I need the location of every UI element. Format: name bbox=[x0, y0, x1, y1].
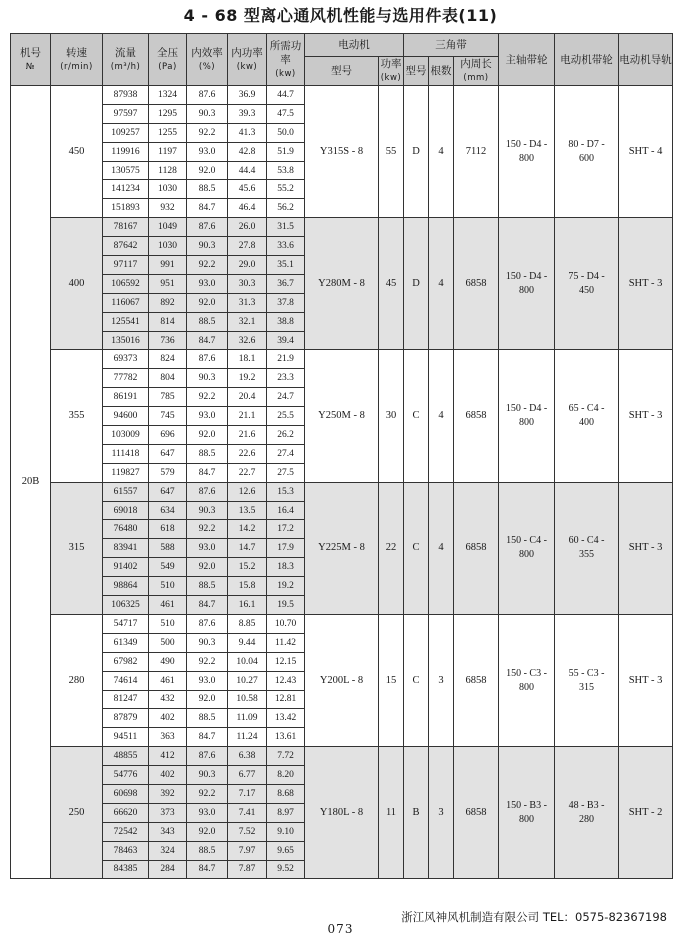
efficiency-cell: 92.2 bbox=[187, 652, 228, 671]
header-flow: 流量 (m³/h) bbox=[103, 34, 149, 86]
flow-cell: 69018 bbox=[103, 501, 149, 520]
speed-cell: 280 bbox=[51, 614, 103, 746]
inner-power-cell: 45.6 bbox=[228, 180, 267, 199]
motor-model-cell: Y225M - 8 bbox=[305, 482, 379, 614]
flow-cell: 111418 bbox=[103, 444, 149, 463]
required-power-cell: 53.8 bbox=[267, 161, 305, 180]
pressure-cell: 490 bbox=[149, 652, 187, 671]
pressure-cell: 510 bbox=[149, 577, 187, 596]
inner-power-cell: 27.8 bbox=[228, 237, 267, 256]
fan-model-cell: 20B bbox=[11, 86, 51, 879]
motor-rail-cell: SHT - 3 bbox=[619, 350, 673, 482]
required-power-cell: 56.2 bbox=[267, 199, 305, 218]
pressure-cell: 892 bbox=[149, 293, 187, 312]
motor-rail-cell: SHT - 3 bbox=[619, 482, 673, 614]
speed-cell: 400 bbox=[51, 218, 103, 350]
belt-count-cell: 4 bbox=[429, 86, 454, 218]
flow-cell: 74614 bbox=[103, 671, 149, 690]
page-number: 073 bbox=[327, 922, 354, 936]
required-power-cell: 9.52 bbox=[267, 860, 305, 879]
required-power-cell: 12.81 bbox=[267, 690, 305, 709]
efficiency-cell: 92.0 bbox=[187, 161, 228, 180]
inner-power-cell: 14.7 bbox=[228, 539, 267, 558]
belt-count-cell: 4 bbox=[429, 350, 454, 482]
required-power-cell: 8.68 bbox=[267, 784, 305, 803]
flow-cell: 106325 bbox=[103, 596, 149, 615]
motor-rail-cell: SHT - 3 bbox=[619, 218, 673, 350]
inner-power-cell: 10.27 bbox=[228, 671, 267, 690]
required-power-cell: 37.8 bbox=[267, 293, 305, 312]
motor-pulley-cell: 55 - C3 - 315 bbox=[555, 614, 619, 746]
inner-power-cell: 31.3 bbox=[228, 293, 267, 312]
required-power-cell: 31.5 bbox=[267, 218, 305, 237]
motor-power-cell: 22 bbox=[379, 482, 404, 614]
inner-power-cell: 32.6 bbox=[228, 331, 267, 350]
motor-power-cell: 15 bbox=[379, 614, 404, 746]
efficiency-cell: 93.0 bbox=[187, 142, 228, 161]
flow-cell: 141234 bbox=[103, 180, 149, 199]
inner-power-cell: 10.04 bbox=[228, 652, 267, 671]
motor-power-cell: 11 bbox=[379, 747, 404, 879]
flow-cell: 61349 bbox=[103, 633, 149, 652]
pressure-cell: 1128 bbox=[149, 161, 187, 180]
efficiency-cell: 92.2 bbox=[187, 520, 228, 539]
pressure-cell: 324 bbox=[149, 841, 187, 860]
speed-cell: 355 bbox=[51, 350, 103, 482]
pressure-cell: 951 bbox=[149, 274, 187, 293]
header-motor-power: 功率 (kw) bbox=[379, 57, 404, 86]
table-row bbox=[11, 350, 673, 369]
required-power-cell: 9.10 bbox=[267, 822, 305, 841]
pressure-cell: 510 bbox=[149, 614, 187, 633]
efficiency-cell: 90.3 bbox=[187, 237, 228, 256]
inner-power-cell: 12.6 bbox=[228, 482, 267, 501]
inner-power-cell: 18.1 bbox=[228, 350, 267, 369]
belt-length-cell: 6858 bbox=[454, 482, 499, 614]
motor-pulley-cell: 65 - C4 - 400 bbox=[555, 350, 619, 482]
required-power-cell: 7.72 bbox=[267, 747, 305, 766]
header-motor: 电动机 bbox=[305, 34, 404, 57]
motor-model-cell: Y280M - 8 bbox=[305, 218, 379, 350]
motor-model-cell: Y180L - 8 bbox=[305, 747, 379, 879]
pressure-cell: 647 bbox=[149, 444, 187, 463]
shaft-pulley-cell: 150 - D4 - 800 bbox=[499, 86, 555, 218]
inner-power-cell: 39.3 bbox=[228, 104, 267, 123]
inner-power-cell: 13.5 bbox=[228, 501, 267, 520]
pressure-cell: 402 bbox=[149, 709, 187, 728]
efficiency-cell: 92.0 bbox=[187, 690, 228, 709]
flow-cell: 130575 bbox=[103, 161, 149, 180]
pressure-cell: 824 bbox=[149, 350, 187, 369]
header-speed: 转速 (r/min) bbox=[51, 34, 103, 86]
company-footer: 浙江风神风机制造有限公司 TEL：0575-82367198 bbox=[401, 910, 667, 924]
pressure-cell: 1324 bbox=[149, 86, 187, 105]
flow-cell: 54776 bbox=[103, 766, 149, 785]
inner-power-cell: 7.97 bbox=[228, 841, 267, 860]
efficiency-cell: 90.3 bbox=[187, 501, 228, 520]
belt-type-cell: D bbox=[404, 86, 429, 218]
flow-cell: 87879 bbox=[103, 709, 149, 728]
pressure-cell: 373 bbox=[149, 803, 187, 822]
motor-model-cell: Y200L - 8 bbox=[305, 614, 379, 746]
motor-rail-cell: SHT - 4 bbox=[619, 86, 673, 218]
efficiency-cell: 87.6 bbox=[187, 218, 228, 237]
efficiency-cell: 87.6 bbox=[187, 747, 228, 766]
belt-length-cell: 6858 bbox=[454, 747, 499, 879]
flow-cell: 135016 bbox=[103, 331, 149, 350]
pressure-cell: 500 bbox=[149, 633, 187, 652]
motor-pulley-cell: 80 - D7 - 600 bbox=[555, 86, 619, 218]
pressure-cell: 284 bbox=[149, 860, 187, 879]
table-row bbox=[11, 747, 673, 766]
motor-power-cell: 45 bbox=[379, 218, 404, 350]
inner-power-cell: 9.44 bbox=[228, 633, 267, 652]
table-row bbox=[11, 86, 673, 105]
flow-cell: 83941 bbox=[103, 539, 149, 558]
flow-cell: 97117 bbox=[103, 256, 149, 275]
required-power-cell: 25.5 bbox=[267, 407, 305, 426]
motor-rail-cell: SHT - 3 bbox=[619, 614, 673, 746]
inner-power-cell: 21.6 bbox=[228, 426, 267, 445]
shaft-pulley-cell: 150 - D4 - 800 bbox=[499, 218, 555, 350]
inner-power-cell: 11.09 bbox=[228, 709, 267, 728]
header-belt-length: 内周长 (mm) bbox=[454, 57, 499, 86]
header-inner-power: 内功率 (kw) bbox=[228, 34, 267, 86]
flow-cell: 66620 bbox=[103, 803, 149, 822]
pressure-cell: 432 bbox=[149, 690, 187, 709]
pressure-cell: 402 bbox=[149, 766, 187, 785]
required-power-cell: 15.3 bbox=[267, 482, 305, 501]
inner-power-cell: 14.2 bbox=[228, 520, 267, 539]
belt-length-cell: 6858 bbox=[454, 614, 499, 746]
motor-pulley-cell: 75 - D4 - 450 bbox=[555, 218, 619, 350]
pressure-cell: 932 bbox=[149, 199, 187, 218]
flow-cell: 61557 bbox=[103, 482, 149, 501]
motor-model-cell: Y315S - 8 bbox=[305, 86, 379, 218]
inner-power-cell: 7.52 bbox=[228, 822, 267, 841]
efficiency-cell: 90.3 bbox=[187, 104, 228, 123]
flow-cell: 87938 bbox=[103, 86, 149, 105]
table-body bbox=[11, 86, 673, 879]
header-model-no: 机号 № bbox=[11, 34, 51, 86]
inner-power-cell: 29.0 bbox=[228, 256, 267, 275]
efficiency-cell: 92.0 bbox=[187, 558, 228, 577]
table-row bbox=[11, 218, 673, 237]
required-power-cell: 27.5 bbox=[267, 463, 305, 482]
flow-cell: 69373 bbox=[103, 350, 149, 369]
shaft-pulley-cell: 150 - C4 - 800 bbox=[499, 482, 555, 614]
motor-rail-cell: SHT - 2 bbox=[619, 747, 673, 879]
speed-cell: 315 bbox=[51, 482, 103, 614]
header-required-power: 所需功率 (kw) bbox=[267, 34, 305, 86]
flow-cell: 87642 bbox=[103, 237, 149, 256]
header-motor-rail: 电动机导轨 bbox=[619, 34, 673, 86]
header-row-1 bbox=[11, 34, 673, 57]
flow-cell: 76480 bbox=[103, 520, 149, 539]
efficiency-cell: 84.7 bbox=[187, 860, 228, 879]
required-power-cell: 10.70 bbox=[267, 614, 305, 633]
efficiency-cell: 87.6 bbox=[187, 86, 228, 105]
inner-power-cell: 19.2 bbox=[228, 369, 267, 388]
belt-count-cell: 3 bbox=[429, 747, 454, 879]
efficiency-cell: 84.7 bbox=[187, 596, 228, 615]
required-power-cell: 33.6 bbox=[267, 237, 305, 256]
shaft-pulley-cell: 150 - C3 - 800 bbox=[499, 614, 555, 746]
motor-power-cell: 55 bbox=[379, 86, 404, 218]
belt-count-cell: 4 bbox=[429, 218, 454, 350]
required-power-cell: 47.5 bbox=[267, 104, 305, 123]
efficiency-cell: 90.3 bbox=[187, 369, 228, 388]
flow-cell: 97597 bbox=[103, 104, 149, 123]
inner-power-cell: 30.3 bbox=[228, 274, 267, 293]
pressure-cell: 745 bbox=[149, 407, 187, 426]
efficiency-cell: 84.7 bbox=[187, 331, 228, 350]
efficiency-cell: 88.5 bbox=[187, 444, 228, 463]
pressure-cell: 461 bbox=[149, 671, 187, 690]
flow-cell: 81247 bbox=[103, 690, 149, 709]
required-power-cell: 11.42 bbox=[267, 633, 305, 652]
belt-length-cell: 6858 bbox=[454, 218, 499, 350]
flow-cell: 77782 bbox=[103, 369, 149, 388]
required-power-cell: 12.15 bbox=[267, 652, 305, 671]
required-power-cell: 50.0 bbox=[267, 123, 305, 142]
efficiency-cell: 92.2 bbox=[187, 256, 228, 275]
pressure-cell: 392 bbox=[149, 784, 187, 803]
belt-length-cell: 7112 bbox=[454, 86, 499, 218]
pressure-cell: 579 bbox=[149, 463, 187, 482]
inner-power-cell: 21.1 bbox=[228, 407, 267, 426]
required-power-cell: 12.43 bbox=[267, 671, 305, 690]
header-belt-type: 型号 bbox=[404, 57, 429, 86]
inner-power-cell: 7.41 bbox=[228, 803, 267, 822]
pressure-cell: 1197 bbox=[149, 142, 187, 161]
shaft-pulley-cell: 150 - D4 - 800 bbox=[499, 350, 555, 482]
efficiency-cell: 90.3 bbox=[187, 633, 228, 652]
pressure-cell: 363 bbox=[149, 728, 187, 747]
flow-cell: 91402 bbox=[103, 558, 149, 577]
required-power-cell: 17.9 bbox=[267, 539, 305, 558]
header-efficiency: 内效率 (%) bbox=[187, 34, 228, 86]
inner-power-cell: 22.6 bbox=[228, 444, 267, 463]
pressure-cell: 736 bbox=[149, 331, 187, 350]
efficiency-cell: 92.2 bbox=[187, 388, 228, 407]
efficiency-cell: 92.0 bbox=[187, 293, 228, 312]
belt-type-cell: C bbox=[404, 614, 429, 746]
motor-model-cell: Y250M - 8 bbox=[305, 350, 379, 482]
flow-cell: 119827 bbox=[103, 463, 149, 482]
header-motor-pulley: 电动机带轮 bbox=[555, 34, 619, 86]
belt-type-cell: B bbox=[404, 747, 429, 879]
efficiency-cell: 88.5 bbox=[187, 709, 228, 728]
required-power-cell: 13.61 bbox=[267, 728, 305, 747]
belt-type-cell: C bbox=[404, 350, 429, 482]
efficiency-cell: 90.3 bbox=[187, 766, 228, 785]
efficiency-cell: 84.7 bbox=[187, 728, 228, 747]
pressure-cell: 1030 bbox=[149, 237, 187, 256]
required-power-cell: 19.5 bbox=[267, 596, 305, 615]
efficiency-cell: 84.7 bbox=[187, 199, 228, 218]
inner-power-cell: 46.4 bbox=[228, 199, 267, 218]
required-power-cell: 23.3 bbox=[267, 369, 305, 388]
flow-cell: 109257 bbox=[103, 123, 149, 142]
header-motor-model: 型号 bbox=[305, 57, 379, 86]
pressure-cell: 634 bbox=[149, 501, 187, 520]
inner-power-cell: 36.9 bbox=[228, 86, 267, 105]
flow-cell: 98864 bbox=[103, 577, 149, 596]
flow-cell: 78167 bbox=[103, 218, 149, 237]
pressure-cell: 991 bbox=[149, 256, 187, 275]
required-power-cell: 36.7 bbox=[267, 274, 305, 293]
required-power-cell: 35.1 bbox=[267, 256, 305, 275]
performance-table bbox=[10, 33, 673, 879]
inner-power-cell: 22.7 bbox=[228, 463, 267, 482]
table-row bbox=[11, 614, 673, 633]
required-power-cell: 21.9 bbox=[267, 350, 305, 369]
required-power-cell: 26.2 bbox=[267, 426, 305, 445]
inner-power-cell: 10.58 bbox=[228, 690, 267, 709]
inner-power-cell: 15.2 bbox=[228, 558, 267, 577]
efficiency-cell: 88.5 bbox=[187, 841, 228, 860]
efficiency-cell: 87.6 bbox=[187, 482, 228, 501]
pressure-cell: 618 bbox=[149, 520, 187, 539]
required-power-cell: 38.8 bbox=[267, 312, 305, 331]
flow-cell: 78463 bbox=[103, 841, 149, 860]
flow-cell: 60698 bbox=[103, 784, 149, 803]
belt-count-cell: 4 bbox=[429, 482, 454, 614]
header-belt-count: 根数 bbox=[429, 57, 454, 86]
pressure-cell: 588 bbox=[149, 539, 187, 558]
motor-power-cell: 30 bbox=[379, 350, 404, 482]
required-power-cell: 16.4 bbox=[267, 501, 305, 520]
pressure-cell: 785 bbox=[149, 388, 187, 407]
required-power-cell: 55.2 bbox=[267, 180, 305, 199]
inner-power-cell: 7.87 bbox=[228, 860, 267, 879]
efficiency-cell: 87.6 bbox=[187, 614, 228, 633]
efficiency-cell: 88.5 bbox=[187, 577, 228, 596]
flow-cell: 116067 bbox=[103, 293, 149, 312]
header-vbelt: 三角带 bbox=[404, 34, 499, 57]
flow-cell: 48855 bbox=[103, 747, 149, 766]
pressure-cell: 1255 bbox=[149, 123, 187, 142]
pressure-cell: 1049 bbox=[149, 218, 187, 237]
required-power-cell: 27.4 bbox=[267, 444, 305, 463]
pressure-cell: 343 bbox=[149, 822, 187, 841]
pressure-cell: 696 bbox=[149, 426, 187, 445]
required-power-cell: 39.4 bbox=[267, 331, 305, 350]
inner-power-cell: 11.24 bbox=[228, 728, 267, 747]
required-power-cell: 44.7 bbox=[267, 86, 305, 105]
belt-type-cell: C bbox=[404, 482, 429, 614]
required-power-cell: 8.97 bbox=[267, 803, 305, 822]
inner-power-cell: 7.17 bbox=[228, 784, 267, 803]
inner-power-cell: 26.0 bbox=[228, 218, 267, 237]
efficiency-cell: 88.5 bbox=[187, 180, 228, 199]
efficiency-cell: 92.2 bbox=[187, 784, 228, 803]
required-power-cell: 18.3 bbox=[267, 558, 305, 577]
flow-cell: 84385 bbox=[103, 860, 149, 879]
pressure-cell: 804 bbox=[149, 369, 187, 388]
required-power-cell: 51.9 bbox=[267, 142, 305, 161]
speed-cell: 450 bbox=[51, 86, 103, 218]
efficiency-cell: 92.0 bbox=[187, 426, 228, 445]
pressure-cell: 461 bbox=[149, 596, 187, 615]
motor-pulley-cell: 60 - C4 - 355 bbox=[555, 482, 619, 614]
flow-cell: 86191 bbox=[103, 388, 149, 407]
efficiency-cell: 84.7 bbox=[187, 463, 228, 482]
flow-cell: 106592 bbox=[103, 274, 149, 293]
table-row bbox=[11, 482, 673, 501]
required-power-cell: 13.42 bbox=[267, 709, 305, 728]
efficiency-cell: 93.0 bbox=[187, 539, 228, 558]
required-power-cell: 9.65 bbox=[267, 841, 305, 860]
flow-cell: 125541 bbox=[103, 312, 149, 331]
efficiency-cell: 93.0 bbox=[187, 274, 228, 293]
efficiency-cell: 92.2 bbox=[187, 123, 228, 142]
required-power-cell: 19.2 bbox=[267, 577, 305, 596]
shaft-pulley-cell: 150 - B3 - 800 bbox=[499, 747, 555, 879]
flow-cell: 94511 bbox=[103, 728, 149, 747]
pressure-cell: 814 bbox=[149, 312, 187, 331]
inner-power-cell: 15.8 bbox=[228, 577, 267, 596]
motor-pulley-cell: 48 - B3 - 280 bbox=[555, 747, 619, 879]
efficiency-cell: 93.0 bbox=[187, 671, 228, 690]
belt-length-cell: 6858 bbox=[454, 350, 499, 482]
belt-type-cell: D bbox=[404, 218, 429, 350]
flow-cell: 72542 bbox=[103, 822, 149, 841]
header-pressure: 全压 (Pa) bbox=[149, 34, 187, 86]
efficiency-cell: 93.0 bbox=[187, 803, 228, 822]
pressure-cell: 1295 bbox=[149, 104, 187, 123]
page-title: 4 - 68 型离心通风机性能与选用件表(11) bbox=[183, 6, 498, 25]
required-power-cell: 8.20 bbox=[267, 766, 305, 785]
inner-power-cell: 41.3 bbox=[228, 123, 267, 142]
flow-cell: 54717 bbox=[103, 614, 149, 633]
required-power-cell: 17.2 bbox=[267, 520, 305, 539]
flow-cell: 94600 bbox=[103, 407, 149, 426]
pressure-cell: 412 bbox=[149, 747, 187, 766]
efficiency-cell: 87.6 bbox=[187, 350, 228, 369]
inner-power-cell: 32.1 bbox=[228, 312, 267, 331]
inner-power-cell: 16.1 bbox=[228, 596, 267, 615]
pressure-cell: 549 bbox=[149, 558, 187, 577]
flow-cell: 103009 bbox=[103, 426, 149, 445]
flow-cell: 119916 bbox=[103, 142, 149, 161]
belt-count-cell: 3 bbox=[429, 614, 454, 746]
flow-cell: 151893 bbox=[103, 199, 149, 218]
header-shaft-pulley: 主轴带轮 bbox=[499, 34, 555, 86]
inner-power-cell: 6.77 bbox=[228, 766, 267, 785]
inner-power-cell: 20.4 bbox=[228, 388, 267, 407]
speed-cell: 250 bbox=[51, 747, 103, 879]
flow-cell: 67982 bbox=[103, 652, 149, 671]
efficiency-cell: 93.0 bbox=[187, 407, 228, 426]
inner-power-cell: 44.4 bbox=[228, 161, 267, 180]
pressure-cell: 1030 bbox=[149, 180, 187, 199]
pressure-cell: 647 bbox=[149, 482, 187, 501]
inner-power-cell: 6.38 bbox=[228, 747, 267, 766]
inner-power-cell: 42.8 bbox=[228, 142, 267, 161]
inner-power-cell: 8.85 bbox=[228, 614, 267, 633]
efficiency-cell: 92.0 bbox=[187, 822, 228, 841]
efficiency-cell: 88.5 bbox=[187, 312, 228, 331]
required-power-cell: 24.7 bbox=[267, 388, 305, 407]
